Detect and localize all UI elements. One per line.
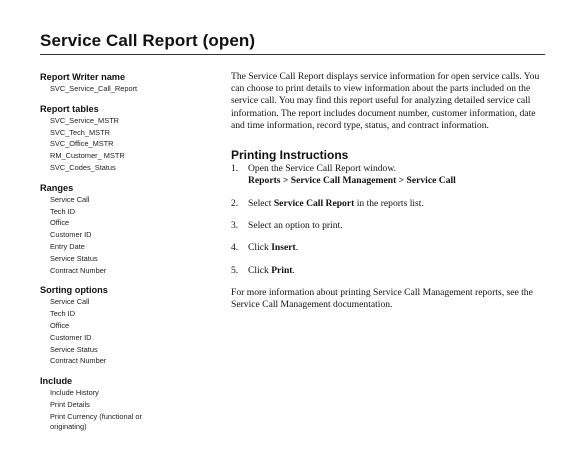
printing-steps-list	[231, 163, 543, 277]
section-report-writer-name	[40, 71, 215, 95]
step-ui-term: Service Call Report	[273, 197, 355, 209]
step-text-lead: Select an option to print.	[248, 220, 343, 231]
section-item: Tech ID	[50, 309, 76, 319]
section-item: SVC_Service_MSTR	[50, 115, 119, 125]
section-heading: Report Writer name	[40, 72, 126, 82]
step-text-lead: Click	[248, 242, 272, 254]
section-item: RM_Customer_ MSTR	[50, 151, 125, 161]
step-ui-term: Print	[271, 264, 293, 276]
section-item: Tech ID	[50, 206, 76, 216]
section-report-tables	[40, 103, 215, 174]
report-properties-column	[40, 71, 215, 440]
step-text	[248, 265, 543, 277]
report-description: The Service Call Report displays service information for open service calls. You can choose to print details to view information about the parts included on the service call. You may find this report useful for analyzing detailed service call information. The report includes document number, customer information, date and time information, record type, status, and contract information.	[231, 71, 540, 131]
section-include	[40, 375, 215, 432]
section-ranges	[40, 182, 215, 277]
section-item: Print Currency (functional or originating)	[50, 411, 143, 431]
step-number: 5.	[231, 264, 239, 276]
section-item: SVC_Office_MSTR	[50, 139, 114, 149]
more-information-note: For more information about printing Service Call Management reports, see the Service Call Management documentation.	[231, 287, 533, 311]
section-heading: Report tables	[40, 103, 99, 114]
section-item: Service Call	[50, 297, 90, 307]
section-item: Contract Number	[50, 356, 107, 366]
section-item: Contract Number	[50, 265, 107, 275]
step-text-tail: .	[295, 242, 299, 254]
section-item: Office	[50, 218, 70, 228]
section-item: Service Status	[50, 344, 98, 354]
section-item: Service Call	[50, 194, 90, 204]
section-item: Customer ID	[50, 230, 92, 240]
step-text	[248, 163, 543, 187]
title-divider	[40, 54, 545, 55]
section-heading: Include	[40, 376, 73, 387]
printing-step	[231, 242, 543, 254]
section-heading: Ranges	[40, 182, 74, 193]
report-description-column	[231, 71, 543, 312]
section-item: Office	[50, 320, 70, 330]
section-item: Service Status	[50, 253, 98, 263]
section-item: SVC_Tech_MSTR	[50, 127, 110, 137]
step-text	[248, 220, 543, 232]
section-sorting-options	[40, 284, 215, 367]
step-number: 4.	[231, 242, 239, 254]
step-number: 3.	[231, 220, 239, 231]
section-item: Print Details	[50, 399, 90, 409]
step-text-tail: in the reports list.	[354, 197, 424, 209]
page-title: Service Call Report (open)	[40, 31, 256, 50]
printing-instructions-heading: Printing Instructions	[231, 148, 349, 163]
section-item: Customer ID	[50, 332, 92, 342]
section-heading: Sorting options	[40, 285, 108, 296]
step-text	[248, 242, 543, 254]
printing-step	[231, 198, 543, 210]
step-text-lead: Select	[248, 197, 274, 209]
step-text-tail: .	[292, 264, 295, 276]
step-text-lead: Click	[248, 264, 272, 276]
printing-step	[231, 163, 543, 187]
section-item: Entry Date	[50, 241, 85, 251]
section-item: SVC_Service_Call_Report	[50, 84, 138, 93]
printing-step	[231, 220, 543, 232]
printing-step	[231, 265, 543, 277]
step-number: 2.	[231, 197, 239, 209]
step-text	[248, 198, 543, 210]
menu-path: Reports > Service Call Management > Service Call	[248, 175, 456, 187]
step-number: 1.	[231, 163, 239, 175]
step-ui-term: Insert	[271, 242, 296, 254]
section-item: SVC_Codes_Status	[50, 162, 116, 172]
step-text-lead: Open the Service Call Report window.	[248, 163, 397, 175]
section-item: Include History	[50, 388, 99, 398]
